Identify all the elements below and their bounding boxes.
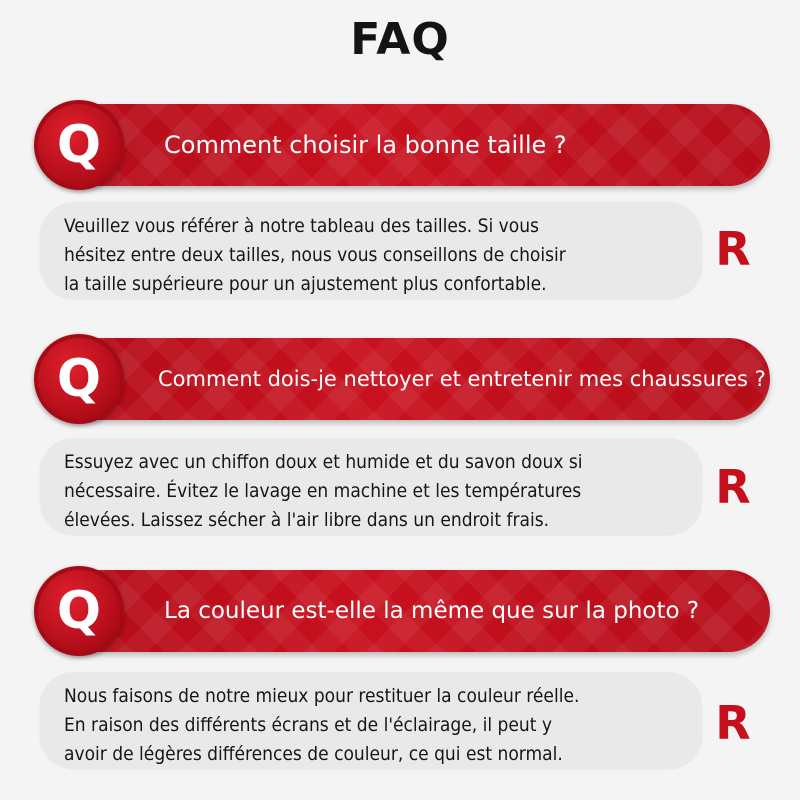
- faq-answer-box-3: [40, 672, 702, 768]
- q-badge-icon: [34, 100, 124, 190]
- faq-answer-1: [64, 212, 692, 299]
- r-badge-icon: R: [715, 460, 751, 514]
- q-letter: Q: [56, 115, 102, 175]
- q-letter: Q: [56, 349, 102, 409]
- faq-answer-2: [64, 448, 692, 535]
- faq-answer-2-line-2: nécessaire. Évitez le lavage en machine et les températures: [64, 480, 582, 502]
- faq-answer-box-2: [40, 438, 702, 534]
- faq-answer-3-line-1: Nous faisons de notre mieux pour restituer la couleur réelle.: [64, 685, 580, 707]
- faq-answer-box-1: [40, 202, 702, 298]
- q-letter: Q: [56, 581, 102, 641]
- page-title: FAQ: [350, 14, 450, 65]
- q-badge-icon: [34, 566, 124, 656]
- faq-question-2: Comment dois-je nettoyer et entretenir mes chaussures ?: [158, 367, 766, 391]
- faq-answer-1-line-1: Veuillez vous référer à notre tableau des tailles. Si vous: [64, 215, 539, 237]
- faq-answer-3-line-3: avoir de légères différences de couleur, ce qui est normal.: [64, 743, 563, 765]
- faq-answer-2-line-1: Essuyez avec un chiffon doux et humide et du savon doux si: [64, 451, 583, 473]
- faq-question-1: Comment choisir la bonne taille ?: [164, 131, 567, 159]
- faq-answer-3-line-2: En raison des différents écrans et de l'éclairage, il peut y: [64, 714, 553, 736]
- r-badge-icon: R: [715, 222, 751, 276]
- faq-question-bar-3[interactable]: [40, 570, 770, 652]
- faq-answer-1-line-3: la taille supérieure pour un ajustement plus confortable.: [64, 273, 547, 295]
- faq-question-bar-1[interactable]: [40, 104, 770, 186]
- r-badge-icon: R: [715, 696, 751, 750]
- faq-answer-1-line-2: hésitez entre deux tailles, nous vous conseillons de choisir: [64, 244, 566, 266]
- faq-answer-3: [64, 682, 692, 769]
- faq-question-bar-2[interactable]: [40, 338, 770, 420]
- q-badge-icon: [34, 334, 124, 424]
- faq-question-3: La couleur est-elle la même que sur la photo ?: [164, 598, 700, 624]
- faq-answer-2-line-3: élevées. Laissez sécher à l'air libre dans un endroit frais.: [64, 509, 550, 531]
